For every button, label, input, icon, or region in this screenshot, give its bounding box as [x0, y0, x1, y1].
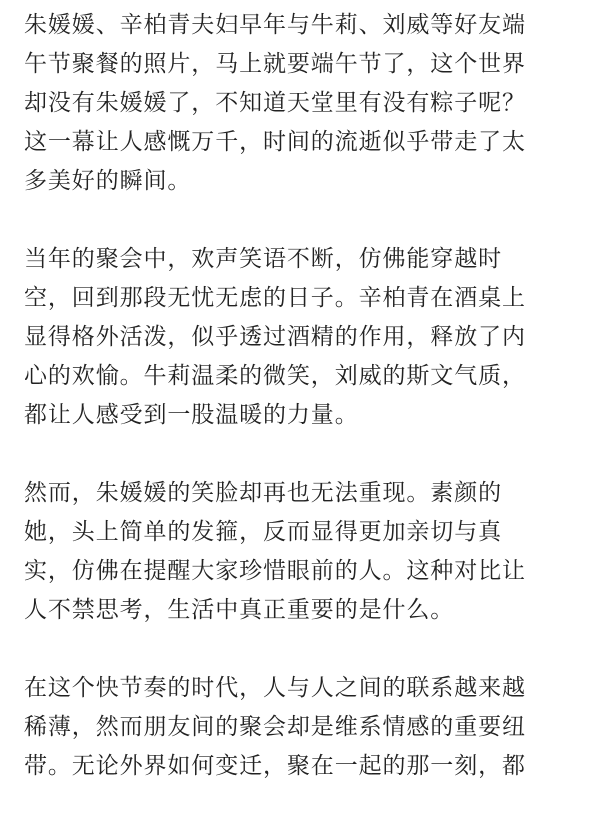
text-line: 多美好的瞬间。: [24, 168, 192, 194]
text-line: 当年的聚会中，欢声笑语不断，仿佛能穿越时: [24, 246, 502, 272]
paragraph-1: [24, 6, 580, 201]
paragraph-2: [24, 240, 580, 435]
article-body: [24, 6, 580, 825]
text-line: 带。无论外界如何变迁，聚在一起的那一刻，都: [24, 753, 526, 779]
text-line: 稀薄，然而朋友间的聚会却是维系情感的重要纽: [24, 714, 526, 740]
text-line: 显得格外活泼，似乎透过酒精的作用，释放了内: [24, 324, 526, 350]
paragraph-4: [24, 669, 580, 786]
paragraph-3: [24, 474, 580, 630]
text-line: 空，回到那段无忧无虑的日子。辛柏青在酒桌上: [24, 285, 526, 311]
text-line: 心的欢愉。牛莉温柔的微笑，刘威的斯文气质，: [24, 363, 526, 389]
text-line: 朱媛媛、辛柏青夫妇早年与牛莉、刘威等好友端: [24, 12, 526, 38]
text-line: 午节聚餐的照片，马上就要端午节了，这个世界: [24, 51, 526, 77]
text-line: 她，头上简单的发箍，反而显得更加亲切与真: [24, 519, 502, 545]
text-line: 却没有朱媛媛了，不知道天堂里有没有粽子呢？: [24, 90, 526, 116]
text-line: 在这个快节奏的时代，人与人之间的联系越来越: [24, 675, 526, 701]
text-line: 实，仿佛在提醒大家珍惜眼前的人。这种对比让: [24, 558, 526, 584]
text-line: 这一幕让人感慨万千，时间的流逝似乎带走了太: [24, 129, 526, 155]
text-line: 人不禁思考，生活中真正重要的是什么。: [24, 597, 455, 623]
text-line: 都让人感受到一股温暖的力量。: [24, 402, 359, 428]
text-line: 然而，朱媛媛的笑脸却再也无法重现。素颜的: [24, 480, 502, 506]
